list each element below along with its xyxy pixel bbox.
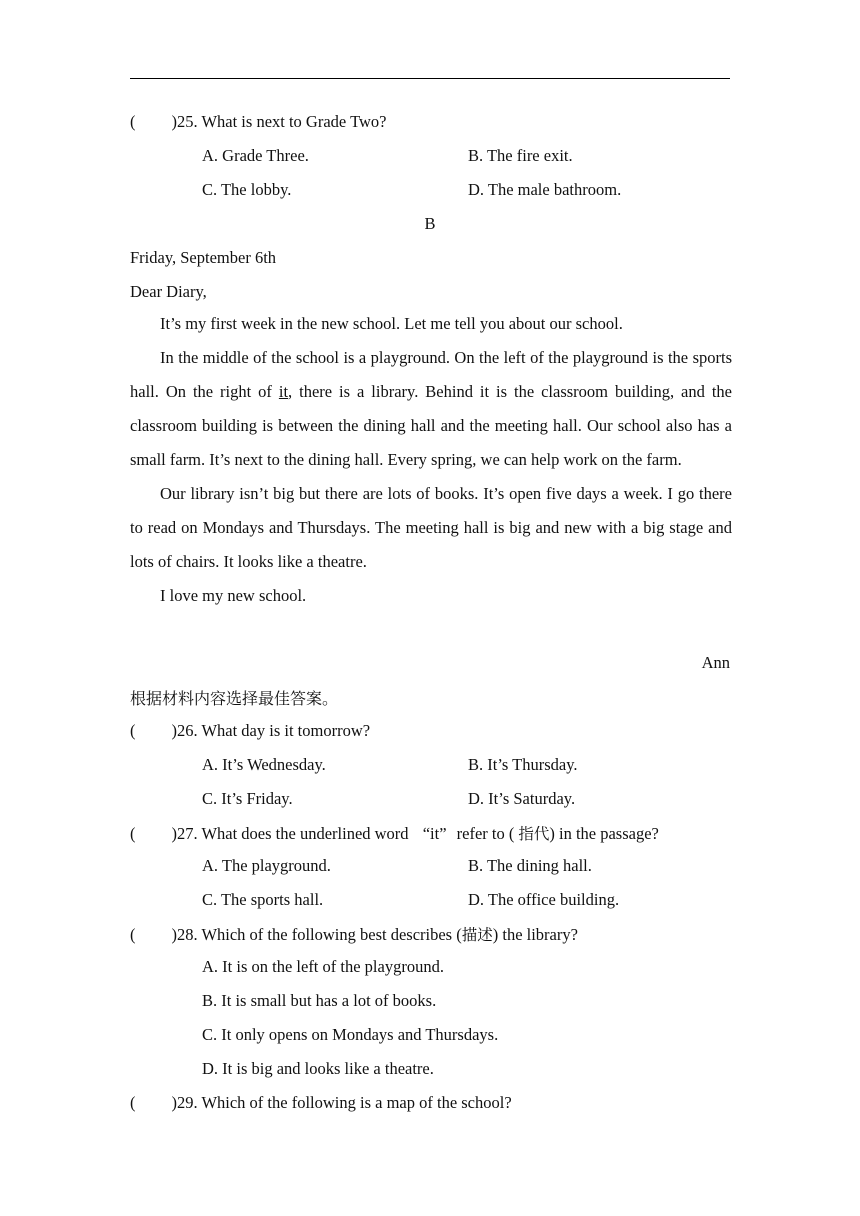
question-26 [130, 721, 370, 741]
p2-text-after: , there is a library. Behind it is the classroom building, and the classroom building is between the dining hall and the meeting hall. Our school also has a small farm. It’s next to the dining hall. Every spring, we can help work on the farm. [130, 382, 732, 469]
question-text: 25. What is next to Grade Two? [177, 112, 387, 131]
q25-option-c: C. The lobby. [202, 180, 292, 199]
q28-option-d: D. It is big and looks like a theatre. [202, 1059, 434, 1078]
question-text: 26. What day is it tomorrow? [177, 721, 371, 740]
question-text-before: 27. What does the underlined word [177, 824, 413, 843]
question-25 [130, 112, 386, 132]
answer-paren-open: ( [130, 721, 136, 740]
diary-paragraph-4: I love my new school. [160, 586, 307, 605]
diary-paragraph-3: Our library isn’t big but there are lots of books. It’s open five days a week. I go there to read on Mondays and Thursdays. The meeting hall is big and new with a big stage and lots of chairs. It looks like a theatre. [130, 484, 732, 571]
quote-close: ” [439, 824, 447, 843]
q26-option-c: C. It’s Friday. [202, 789, 293, 808]
answer-paren-close: ) [171, 824, 177, 843]
q28-option-b: B. It is small but has a lot of books. [202, 991, 437, 1010]
question-text-after: ) the library? [492, 925, 578, 944]
question-text-after: ) in the passage? [549, 824, 659, 843]
q27-option-a: A. The playground. [202, 856, 331, 875]
answer-paren-close: ) [171, 1093, 177, 1112]
answer-paren-open: ( [130, 824, 136, 843]
q27-option-c: C. The sports hall. [202, 890, 324, 909]
p2-text-before: In the middle of the school is a playground. On the left of the playground is the sports hall. On the right of [130, 348, 732, 401]
q26-option-a: A. It’s Wednesday. [202, 755, 326, 774]
diary-body [130, 307, 732, 613]
header-rule [130, 78, 730, 79]
section-label: B [424, 214, 436, 233]
diary-greeting: Dear Diary, [130, 282, 207, 301]
diary-signature: Ann [701, 653, 730, 672]
q27-option-d: D. The office building. [468, 890, 620, 909]
q26-option-d: D. It’s Saturday. [468, 789, 576, 808]
answer-paren-close: ) [171, 112, 177, 131]
answer-paren-open: ( [130, 925, 136, 944]
question-text: 29. Which of the following is a map of the school? [177, 1093, 512, 1112]
q26-option-b: B. It’s Thursday. [468, 755, 578, 774]
answer-paren-close: ) [171, 721, 177, 740]
underlined-word: it [278, 382, 289, 401]
q25-option-a: A. Grade Three. [202, 146, 309, 165]
q27-option-b: B. The dining hall. [468, 856, 592, 875]
question-29 [130, 1093, 512, 1113]
answer-paren-close: ) [171, 925, 177, 944]
answer-paren-open: ( [130, 112, 136, 131]
question-28 [130, 923, 578, 945]
question-27 [130, 822, 659, 844]
q25-option-d: D. The male bathroom. [468, 180, 622, 199]
chinese-gloss: 描述 [461, 926, 493, 944]
instruction-text: 根据材料内容选择最佳答案。 [130, 689, 339, 708]
quote-open: “ [422, 824, 431, 843]
q25-option-b: B. The fire exit. [468, 146, 573, 165]
diary-date: Friday, September 6th [130, 248, 277, 267]
chinese-gloss: 指代 [518, 825, 550, 843]
question-text-before: 28. Which of the following best describes ( [177, 925, 462, 944]
q28-option-c: C. It only opens on Mondays and Thursdays. [202, 1025, 499, 1044]
diary-paragraph-2 [130, 341, 732, 477]
question-text-mid: refer to ( [452, 824, 515, 843]
diary-paragraph-1: It’s my first week in the new school. Let me tell you about our school. [160, 314, 623, 333]
quoted-word: it [430, 824, 440, 843]
q28-option-a: A. It is on the left of the playground. [202, 957, 444, 976]
answer-paren-open: ( [130, 1093, 136, 1112]
